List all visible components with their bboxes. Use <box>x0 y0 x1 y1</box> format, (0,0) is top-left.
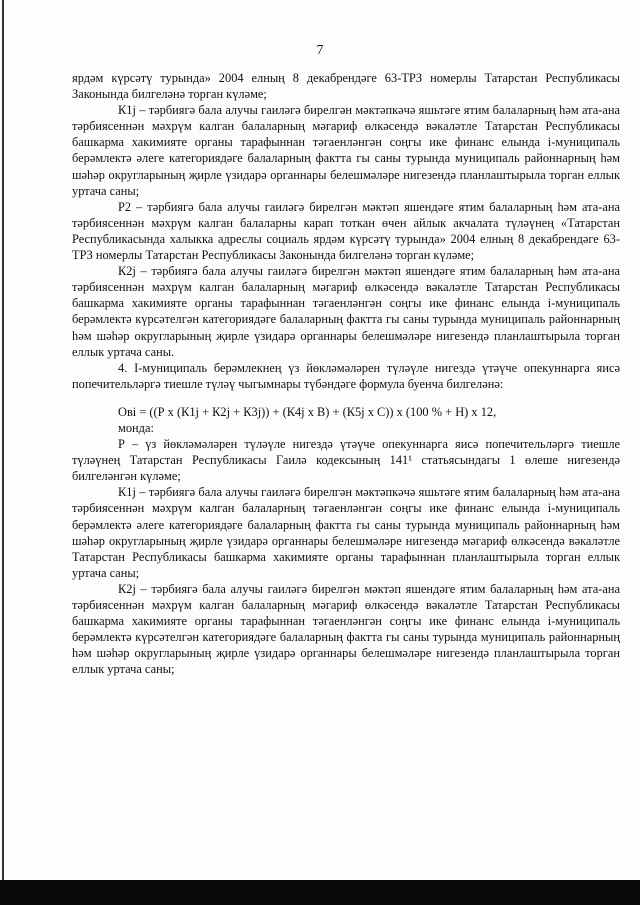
paragraph: К1j – тәрбиягә бала алучы гаиләгә бирелгән мәктәпкәчә яшьтәге ятим балаларның һәм ата-ана тәрбиясеннән мәхрүм калган балаларның тәгаенләнгән соңгы ике финанс елында i-муниципаль берәмлектә әлеге категориядәге балаларның фактта гы саны турында муниципаль районнарның һәм шәһәр округларының җирле үзидарә органнары белешмәләре нигезендә мәгариф өлкәсендә вәкаләтле Татарстан Республикасы башкарма хакимияте органы тарафыннан планлаштырыла торган еллык уртача саны; <box>72 485 620 580</box>
document-body <box>72 70 620 677</box>
paragraph: Р – үз йөкләмәләрен түләүле нигездә үтәүче опекуннарга яисә попечительләргә тиешле түләүнең Татарстан Республикасы Гаилә кодексының 141¹ статьясындагы 1 өлеше нигезендә билгеләнгән күләме; <box>72 437 620 484</box>
formula: Овi = ((Р х (К1j + К2j + К3j)) + (К4j х В) + (К5j х С)) х (100 % + Н) х 12, <box>118 404 497 419</box>
paragraph: К2j – тәрбиягә бала алучы гаиләгә бирелгән мәктәп яшендәге ятим балаларның һәм ата-ана тәрбиясеннән мәхрүм калган балаларның мәгариф өлкәсендә вәкаләтле Татарстан Республикасы башкарма хакимияте органы тарафыннан тәгаенләнгән соңгы ике финанс елында i-муниципаль берәмлектә күрсәтелгән категориядәге балаларның фактта гы саны турында муниципаль районнарның һәм шәһәр округларының җирле үзидарә органнары белешмәләре нигезендә планлаштырыла торган еллык уртача саны; <box>72 581 620 677</box>
paragraph: К2j – тәрбиягә бала алучы гаиләгә бирелгән мәктәп яшендәге ятим балаларның һәм ата-ана тәрбиясеннән мәхрүм калган балаларның мәгариф өлкәсендә вәкаләтле Татарстан Республикасы башкарма хакимияте органы тарафыннан тәгаенләнгән соңгы ике финанс елында i-муниципаль берәмлектә күрсәтелгән категориядәге балаларның фактта гы саны турында муниципаль районнарның һәм шәһәр округларының җирле үзидарә органнары белешмәләре нигезендә планлаштырыла торган еллык уртача саны. <box>72 264 620 359</box>
page-number: 7 <box>316 43 324 58</box>
paragraph: монда: <box>118 420 154 435</box>
paragraph: 4. I-муниципаль берәмлекнең үз йөкләмәләрен түләүле нигездә үтәүче опекуннарга яисә попечительләргә тиешле түләү чыгымнары түбәндәге формула буенча билгеләнә: <box>72 360 620 391</box>
paragraph: ярдәм күрсәтү турында» 2004 елның 8 декабрендәге 63-ТРЗ номерлы Татарстан Республикасы Законында билгеләнә торган күләме; <box>72 71 620 102</box>
paragraph: Р2 – тәрбиягә бала алучы гаиләгә бирелгән мәктәп яшендәге ятим балаларның һәм ата-ана тәрбиясеннән мәхрүм калган балаларны карап тоткан өчен айлык акчалата түләүнең «Татарстан Республикасында халыкка адреслы социаль ярдәм күрсәтү турында» 2004 елның 8 декабрендәге 63-ТРЗ номерлы Татарстан Республикасы Законында билгеләнә торган күләме; <box>72 199 620 263</box>
scan-edge <box>2 0 4 905</box>
paragraph: К1j – тәрбиягә бала алучы гаиләгә бирелгән мәктәпкәчә яшьтәге ятим балаларның һәм ата-ана тәрбиясеннән мәхрүм калган балаларның мәгариф өлкәсендә вәкаләтле Татарстан Республикасы башкарма хакимияте органы тарафыннан тәгаенләнгән соңгы ике финанс елында i-муниципаль берәмлектә әлеге категориядәге балаларның фактта гы саны турында муниципаль районнарның һәм шәһәр округларының җирле үзидарә органнары белешмәләре нигезендә планлаштырыла торган еллык уртача саны; <box>72 103 620 198</box>
scan-bottom-edge <box>0 880 640 905</box>
